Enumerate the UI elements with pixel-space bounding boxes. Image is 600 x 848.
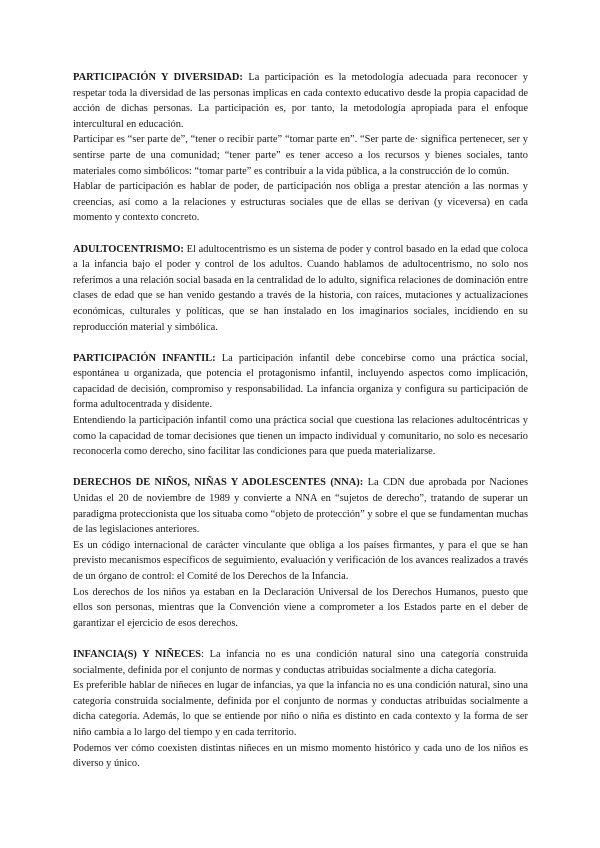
body-paragraph: Hablar de participación es hablar de poder, de participación nos obliga a prestar atención a las normas y creencias, así como a la relaciones y estructuras sociales que de ellas se derivan (y viceversa) en cada momento y contexto concreto. [73, 181, 528, 224]
section-lead-paragraph [73, 351, 528, 413]
body-paragraph: Podemos ver cómo coexisten distintas niñeces en un mismo momento histórico y cada uno de los niños es diverso y único. [73, 742, 528, 770]
section-lead-text: : La infancia no es una condición natural sino una categoría construida socialmente, definida por el conjunto de normas y conductas atribuidas socialmente a dicha categoría. [73, 648, 528, 676]
section-heading: PARTICIPACIÓN INFANTIL: [73, 352, 216, 364]
section-heading: PARTICIPACIÓN Y DIVERSIDAD: [73, 72, 243, 83]
document-page [73, 70, 528, 787]
section-heading: DERECHOS DE NIÑOS, NIÑAS Y ADOLESCENTES (NNA): [73, 477, 364, 489]
body-paragraph: Es un código internacional de carácter vinculante que obliga a los países firmantes, y para el que se han previsto mecanismos específicos de seguimiento, evaluación y verificación de los avances realizados a través de un órgano de control: el Comité de los Derechos de la Infancia. [73, 539, 528, 582]
section-lead-text: La participación es la metodología adecuada para reconocer y respetar toda la diversidad de las personas implicas en cada contexto educativo desde la propia capacidad de acción de dichas personas. La participación es, por tanto, la metodología apropiada para el enfoque intercultural en educación. [73, 72, 528, 130]
section-derechos-nna [73, 475, 528, 631]
body-paragraph: Es preferible hablar de niñeces en lugar de infancias, ya que la infancia no es una condición natural, sino una categoría construida socialmente, definida por el conjunto de normas y conductas atribuidas socialmente a dicha categoría. Además, lo que se entiende por niño o niña es distinto en cada contexto y la forma de ser niño cambia a lo largo del tiempo y en cada territorio. [73, 680, 528, 738]
section-heading: INFANCIA(S) Y NIÑECES [73, 648, 202, 660]
section-lead-text: La CDN due aprobada por Naciones Unidas el 20 de noviembre de 1989 y convierte a NNA en “sujetos de derecho”, tratando de superar un paradigma proteccionista que los situaba como “objeto de protección” y sobre el que se fundamentan muchas de las legislaciones anteriores. [73, 477, 528, 536]
section-lead-paragraph [73, 647, 528, 678]
body-paragraph: Los derechos de los niños ya estaban en la Declaración Universal de los Derechos Humanos, puesto que ellos son personas, mientras que la Convención viene a comprometer a los Estados parte en el deber de garantizar el ejercicio de esos derechos. [73, 586, 528, 629]
section-lead-text: La participación infantil debe concebirse como una práctica social, espontánea u organizada, que potencia el protagonismo infantil, incluyendo aspectos como implicación, capacidad de decisión, compromiso y responsabilidad. La infancia organiza y configura su participación de forma adultocentrada y disidente. [73, 352, 529, 411]
section-lead-paragraph [73, 475, 528, 537]
section-participacion-infantil [73, 351, 528, 460]
section-lead-paragraph [73, 70, 528, 132]
section-heading: ADULTOCENTRISMO: [73, 243, 184, 255]
section-infancias-nineces [73, 647, 528, 772]
section-lead-text: El adultocentrismo es un sistema de poder y control basado en la edad que coloca a la infancia bajo el poder y control de los adultos. Cuando hablamos de adultocentrismo, no solo nos referimos a una relación social basada en la centralidad de lo adulto, significa relaciones de dominación entre clases de edad que se han venido gestando a través de la historia, con raíces, mutaciones y actualizaciones económicas, culturales y políticas, que se han instalado en los imaginarios sociales, incidiendo en su reproducción material y simbólica. [73, 243, 528, 333]
body-paragraph: Entendiendo la participación infantil como una práctica social que cuestiona las relaciones adultocéntricas y como la capacidad de tomar decisiones que tienen un impacto individual y comunitario, no solo es necesario reconocerla como derecho, sino facilitar las condiciones para que pueda materializarse. [73, 415, 528, 458]
section-participacion-diversidad [73, 70, 528, 226]
section-lead-paragraph [73, 242, 528, 336]
body-paragraph: Participar es “ser parte de”, “tener o recibir parte” “tomar parte en”. “Ser parte de· significa pertenecer, ser y sentirse parte de una comunidad; “tener parte” es tener acceso a los recursos y bienes sociales, tanto materiales como simbólicos: “tomar parte” es contribuir a la vida pública, a la construcción de lo común. [73, 134, 528, 177]
section-adultocentrismo [73, 242, 528, 336]
